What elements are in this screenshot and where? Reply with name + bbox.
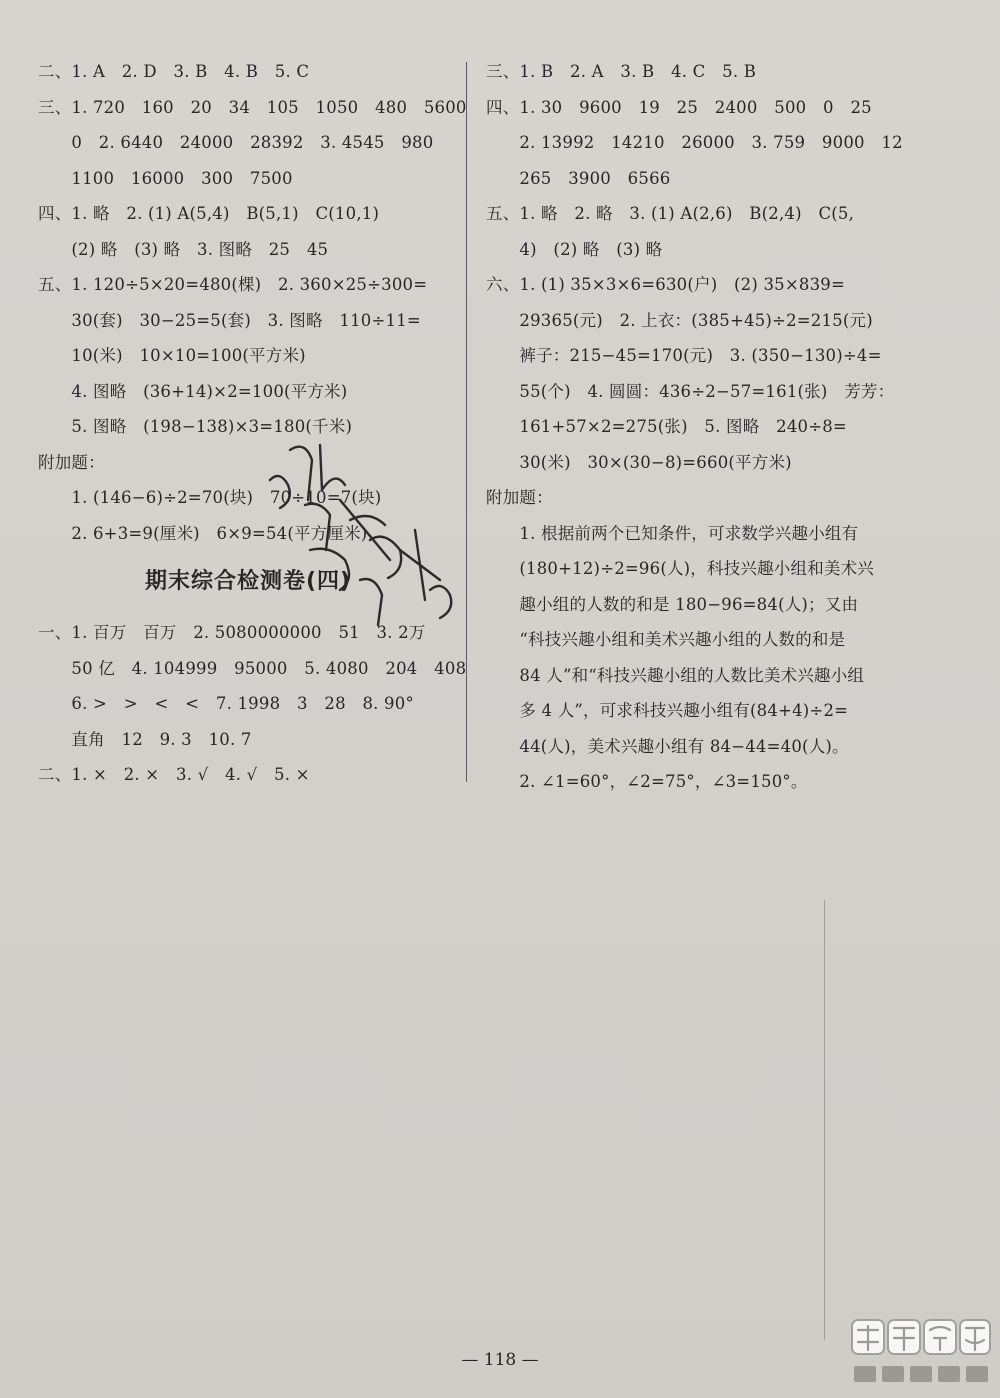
page-number: — 118 —	[461, 1350, 539, 1370]
answer-line: 6. > > < < 7. 1998 3 28 8. 90°	[38, 694, 414, 713]
answer-line: 裤子：215−45=170(元) 3. (350−130)÷4=	[486, 346, 882, 365]
answer-line: 四、1. 30 9600 19 25 2400 500 0 25	[486, 97, 872, 117]
answer-line: 五、1. 略 2. 略 3. (1) A(2,6) B(2,4) C(5,	[486, 204, 855, 223]
answer-line: 附加题：	[486, 488, 553, 507]
show-through-text	[600, 860, 619, 926]
answer-line: 2. 6+3=9(厘米) 6×9=54(平方厘米)	[38, 523, 368, 543]
answer-line: (180+12)÷2=96(人)，科技兴趣小组和美术兴	[486, 559, 875, 578]
fold-line	[824, 900, 825, 1340]
column-divider	[466, 62, 467, 782]
answer-line: 29365(元) 2. 上衣：(385+45)÷2=215(元)	[486, 310, 873, 330]
answer-line: 265 3900 6566	[486, 168, 671, 188]
answer-line: 84 人”和“科技兴趣小组的人数比美术兴趣小组	[486, 665, 865, 685]
answer-line: 2. ∠1=60°，∠2=75°，∠3=150°。	[486, 772, 808, 791]
answer-line: 四、1. 略 2. (1) A(5,4) B(5,1) C(10,1)	[38, 204, 380, 223]
answer-line: 55(个) 4. 圆圆：436÷2−57=161(张) 芳芳：	[486, 381, 895, 401]
answer-line: 4. 图略 (36+14)×2=100(平方米)	[38, 381, 348, 401]
answer-line: 三、1. B 2. A 3. B 4. C 5. B	[486, 62, 757, 81]
answer-line: 附加题：	[38, 452, 105, 472]
right-answer-column	[486, 54, 926, 800]
answer-line: 二、1. × 2. × 3. √ 4. √ 5. ×	[38, 765, 310, 784]
answer-line: 1. (146−6)÷2=70(块) 70÷10=7(块)	[38, 488, 382, 507]
answer-line: 一、1. 百万 百万 2. 5080000000 51 3. 2万	[38, 623, 426, 642]
answer-line: 0 2. 6440 24000 28392 3. 4545 980	[38, 133, 434, 152]
answer-line: (2) 略 (3) 略 3. 图略 25 45	[38, 239, 329, 259]
watermark-logo	[844, 1314, 994, 1394]
answer-line: 10(米) 10×10=100(平方米)	[38, 346, 306, 365]
answer-line: 1. 根据前两个已知条件，可求数学兴趣小组有	[486, 523, 859, 543]
handwritten-signature	[250, 430, 470, 650]
answer-line: 44(人)，美术兴趣小组有 84−44=40(人)。	[486, 736, 849, 756]
answer-line: 直角 12 9. 3 10. 7	[38, 729, 252, 749]
answer-line: 1100 16000 300 7500	[38, 168, 293, 188]
answer-line: 161+57×2=275(张) 5. 图略 240÷8=	[486, 417, 847, 436]
answer-line: 五、1. 120÷5×20=480(棵) 2. 360×25÷300=	[38, 275, 428, 294]
answer-line: 多 4 人”，可求科技兴趣小组有(84+4)÷2=	[486, 701, 849, 720]
left-answer-column	[38, 54, 467, 793]
answer-line: 2. 13992 14210 26000 3. 759 9000 12	[486, 133, 903, 152]
answer-line: 二、1. A 2. D 3. B 4. B 5. C	[38, 62, 310, 81]
answer-line: 5. 图略 (198−138)×3=180(千米)	[38, 417, 353, 436]
answer-line: 趣小组的人数的和是 180−96=84(人)；又由	[486, 594, 859, 614]
answer-line: 30(套) 30−25=5(套) 3. 图略 110÷11=	[38, 310, 421, 330]
answer-line: 4) (2) 略 (3) 略	[486, 239, 663, 259]
answer-line: 三、1. 720 160 20 34 105 1050 480 5600	[38, 97, 467, 117]
section-title: 期末综合检测卷(四)	[144, 569, 352, 594]
answer-line: 30(米) 30×(30−8)=660(平方米)	[486, 452, 792, 472]
answer-line: 六、1. (1) 35×3×6=630(户) (2) 35×839=	[486, 275, 845, 294]
answer-line: 50 亿 4. 104999 95000 5. 4080 204 408	[38, 658, 467, 678]
answer-line: “科技兴趣小组和美术兴趣小组的人数的和是	[486, 630, 846, 649]
